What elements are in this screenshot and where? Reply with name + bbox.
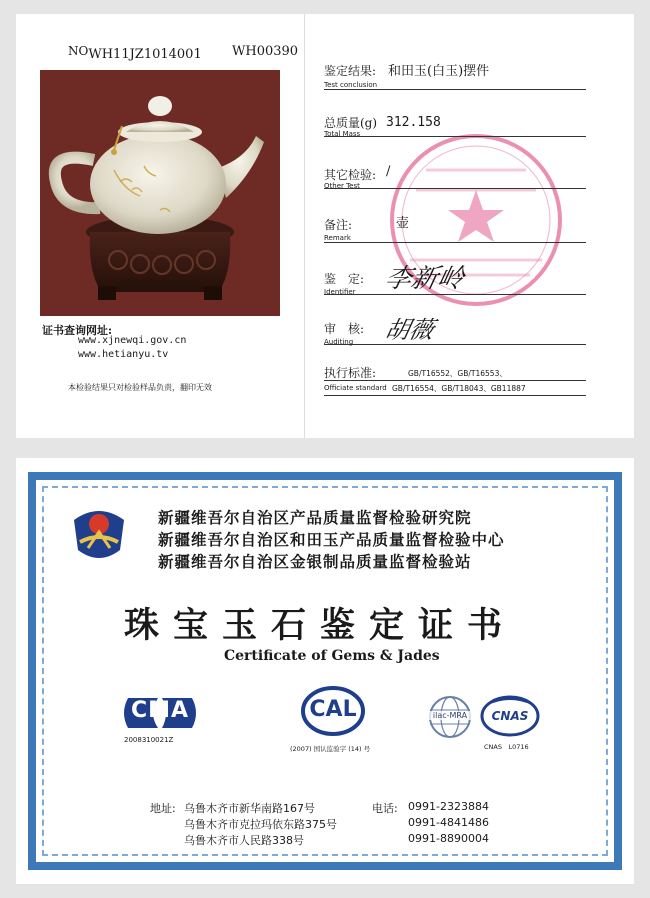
certificate-detail-card: [16, 14, 634, 438]
standard-label: 执行标准:: [324, 366, 377, 380]
conclusion-label-en: Test conclusion: [324, 81, 378, 89]
identifier-label: 鉴 定:: [324, 272, 365, 286]
cert-number: WH11JZ1014001: [88, 47, 202, 62]
address-line-2: 乌鲁木齐市克拉玛依东路375号: [184, 818, 337, 831]
query-site-1[interactable]: www.xjnewqi.gov.cn: [78, 335, 187, 346]
cma-code: 2008310021Z: [124, 736, 174, 744]
query-site-2[interactable]: www.hetianyu.tv: [78, 349, 169, 360]
jade-teapot-photo: [40, 70, 280, 316]
address-label: 地址:: [150, 802, 176, 815]
field-line: [324, 344, 586, 345]
cma-logo: [118, 692, 202, 752]
address-line-1: 乌鲁木齐市新华南路167号: [184, 802, 315, 815]
field-line: [324, 294, 586, 295]
cal-text: CAL: [309, 697, 357, 722]
field-line: [324, 136, 586, 137]
conclusion-label: 鉴定结果:: [324, 64, 377, 78]
phone-label: 电话:: [372, 802, 398, 815]
cnas-text: CNAS: [491, 709, 529, 723]
field-line: [324, 242, 586, 243]
field-line: [324, 188, 586, 189]
institution-3: 新疆维吾尔自治区金银制品质量监督检验站: [158, 553, 472, 571]
standard-value-2: GB/T16554、GB/T18043、GB11887: [392, 384, 526, 393]
other-test-label-en: Other Test: [324, 182, 360, 190]
mass-label: 总质量(g): [324, 116, 378, 130]
identifier-label-en: Identifier: [324, 288, 356, 296]
standard-label-en: Officiate standard: [324, 384, 387, 392]
standard-value-1: GB/T16552、GB/T16553、: [408, 369, 507, 378]
remark-value: 壶: [396, 216, 410, 231]
divider: [304, 14, 305, 438]
mass-value: 312.158: [386, 115, 441, 130]
field-line: [324, 89, 586, 90]
teapot-image: [40, 70, 280, 316]
field-line: [324, 395, 586, 396]
phone-1: 0991-2323884: [408, 800, 489, 813]
auditing-label: 审 核:: [324, 322, 365, 336]
phone-2: 0991-4841486: [408, 816, 489, 829]
other-test-label: 其它检验:: [324, 168, 377, 182]
quality-inspection-emblem-icon: [66, 502, 132, 568]
mass-label-en: Total Mass: [324, 130, 361, 138]
certificate-title-en: Certificate of Gems & Jades: [224, 648, 440, 664]
field-line: [324, 380, 586, 381]
remark-label: 备注:: [324, 218, 353, 232]
cal-logo: [278, 686, 388, 756]
institution-1: 新疆维吾尔自治区产品质量监督检验研究院: [158, 509, 472, 527]
disclaimer: 本检验结果只对检验样品负责，翻印无效: [68, 383, 212, 392]
cma-text: CMA: [130, 698, 190, 723]
other-test-value: /: [386, 164, 391, 179]
no-label: NO: [68, 44, 89, 58]
phone-3: 0991-8890004: [408, 832, 489, 845]
address-line-3: 乌鲁木齐市人民路338号: [184, 834, 304, 847]
auditing-label-en: Auditing: [324, 338, 354, 346]
cert-code: WH00390: [232, 44, 299, 59]
remark-label-en: Remark: [324, 234, 351, 242]
cert-number-row: [68, 44, 202, 62]
identifier-signature: 李新岭: [382, 264, 467, 294]
certificate-cover-card: [16, 458, 634, 884]
cnas-logo: [480, 694, 546, 754]
auditing-signature: 胡薇: [382, 316, 437, 344]
cnas-code: CNAS L0716: [484, 743, 529, 751]
conclusion-value: 和田玉(白玉)摆件: [388, 64, 490, 79]
cal-code: (2007) 国认监验字 (14) 号: [290, 745, 371, 753]
ilac-text: ilac-MRA: [420, 711, 480, 720]
query-label: 证书查询网址:: [42, 324, 113, 337]
institution-2: 新疆维吾尔自治区和田玉产品质量监督检验中心: [158, 531, 505, 549]
certificate-title: 珠宝玉石鉴定证书: [124, 605, 517, 646]
ilac-mra-logo: [420, 694, 480, 740]
